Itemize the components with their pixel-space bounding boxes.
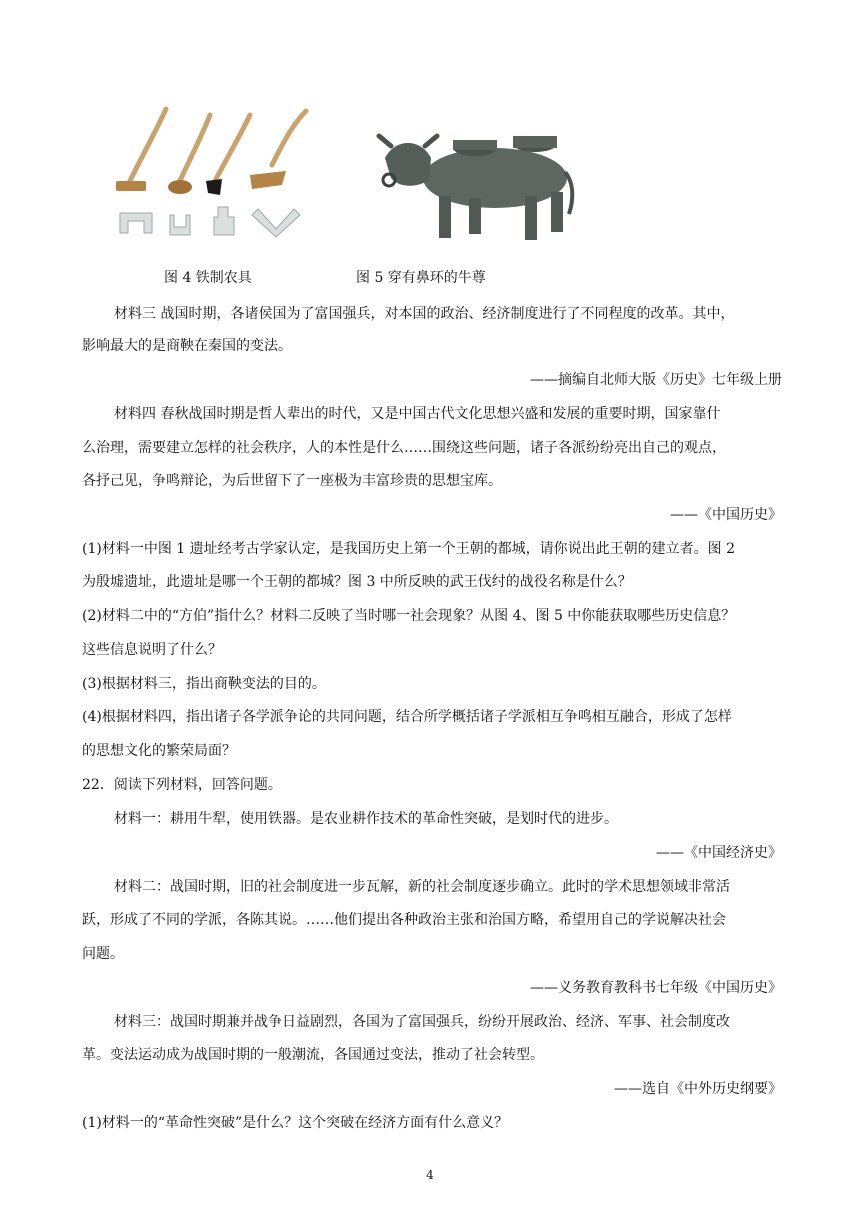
question-2-line-2: 这些信息说明了什么？ xyxy=(82,642,222,658)
iron-tools-image xyxy=(110,105,310,245)
figure-4-caption: 图 4 铁制农具 xyxy=(164,270,252,286)
figure-5-caption: 图 5 穿有鼻环的牛尊 xyxy=(356,270,486,286)
question-4-line-1: (4)根据材料四，指出诸子各学派争论的共同问题，结合所学概括诸子学派相互争鸣相互融合，形成了怎样 xyxy=(82,709,732,725)
q22-material-2-line-1: 材料二：战国时期，旧的社会制度进一步瓦解，新的社会制度逐步确立。此时的学术思想领域非常活 xyxy=(114,879,730,895)
material-4-line-3: 各抒己见，争鸣辩论，为后世留下了一座极为丰富珍贵的思想宝库。 xyxy=(82,473,502,489)
material-3-line-1: 材料三 战国时期，各诸侯国为了富国强兵，对本国的政治、经济制度进行了不同程度的改革。其中， xyxy=(114,306,735,322)
material-3-line-2: 影响最大的是商鞅在秦国的变法。 xyxy=(82,338,292,354)
question-1-line-1: (1)材料一中图 1 遗址经考古学家认定，是我国历史上第一个王朝的都城，请你说出此王朝的建立者。图 2 xyxy=(82,541,735,557)
q22-material-1: 材料一：耕用牛犁，使用铁器。是农业耕作技术的革命性突破，是划时代的进步。 xyxy=(114,811,618,827)
material-4-source: ——《中国历史》 xyxy=(670,507,782,523)
figure-5-ox-zun xyxy=(365,118,585,248)
material-3-source: ——摘编自北师大版《历史》七年级上册 xyxy=(530,372,782,388)
page-number: 4 xyxy=(426,1168,434,1182)
material-4-line-1: 材料四 春秋战国时期是哲人辈出的时代，又是中国古代文化思想兴盛和发展的重要时期，国家靠什 xyxy=(114,406,721,422)
q22-material-3-line-2: 革。变法运动成为战国时期的一般潮流，各国通过变法，推动了社会转型。 xyxy=(82,1047,544,1063)
q22-material-1-source: ——《中国经济史》 xyxy=(656,845,782,861)
q22-question-1: (1)材料一的“革命性突破”是什么？这个突破在经济方面有什么意义？ xyxy=(82,1115,509,1131)
figure-4-iron-tools xyxy=(110,105,310,245)
question-2-line-1: (2)材料二中的“方伯”指什么？材料二反映了当时哪一社会现象？从图 4、图 5 中你能获取哪些历史信息？ xyxy=(82,608,736,624)
question-1-line-2: 为殷墟遗址，此遗址是哪一个王朝的都城？图 3 中所反映的武王伐纣的战役名称是什么？ xyxy=(82,574,632,590)
q22-material-2-line-3: 问题。 xyxy=(82,946,124,962)
question-4-line-2: 的思想文化的繁荣局面？ xyxy=(82,743,236,759)
q22-material-2-source: ——义务教育教科书七年级《中国历史》 xyxy=(530,980,782,996)
ox-zun-image xyxy=(365,118,585,248)
question-22-heading: 22．阅读下列材料，回答问题。 xyxy=(82,777,282,793)
q22-material-3-source: ——选自《中外历史纲要》 xyxy=(614,1081,782,1097)
question-3: (3)根据材料三，指出商鞅变法的目的。 xyxy=(82,676,326,692)
q22-material-2-line-2: 跃，形成了不同的学派，各陈其说。……他们提出各种政治主张和治国方略，希望用自己的学说解决社会 xyxy=(82,912,726,928)
q22-material-3-line-1: 材料三：战国时期兼并战争日益剧烈，各国为了富国强兵，纷纷开展政治、经济、军事、社会制度改 xyxy=(114,1014,730,1030)
material-4-line-2: 么治理，需要建立怎样的社会秩序，人的本性是什么……围绕这些问题，诸子各派纷纷亮出自己的观点， xyxy=(82,440,726,456)
